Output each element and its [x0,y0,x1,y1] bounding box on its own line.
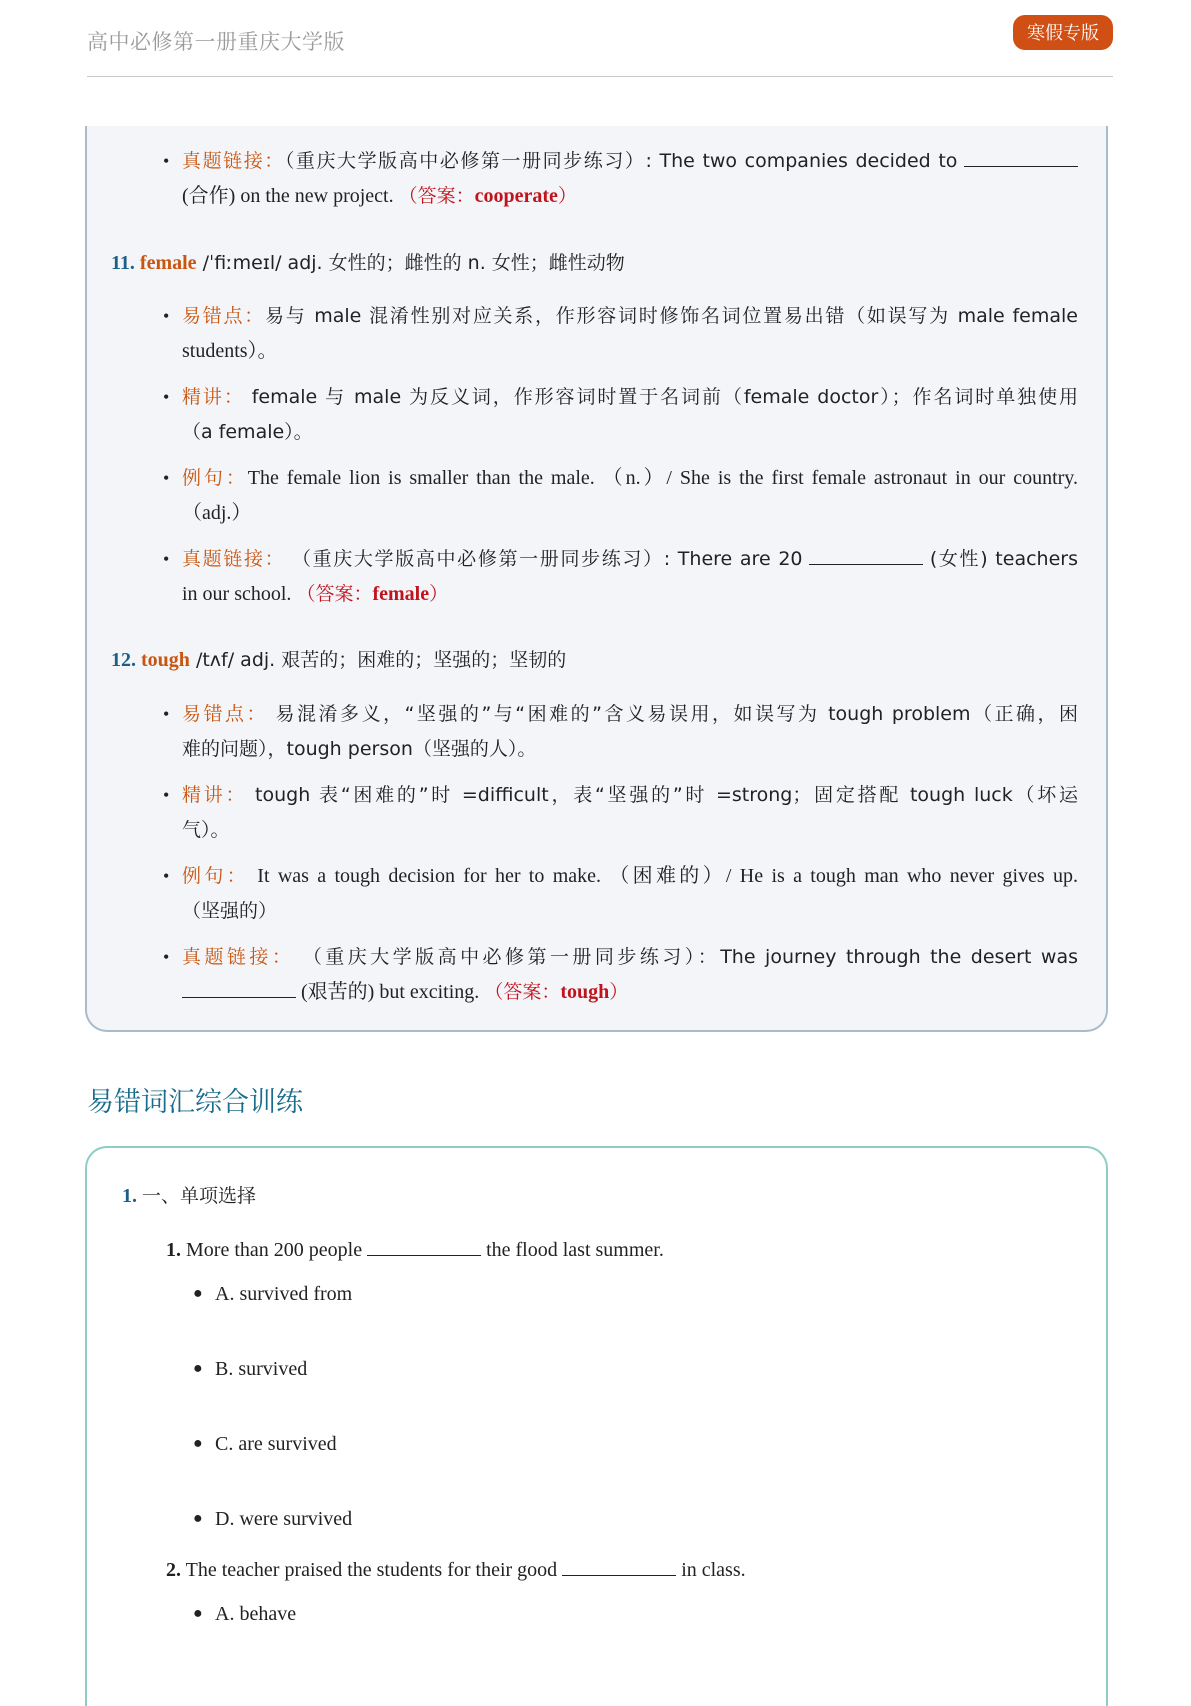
tough-explain-line2: 气）。 [182,819,230,841]
link-label: 真题链接： [182,150,285,172]
answer: （答案：cooperate） [398,185,577,207]
prev-link-line2: (合作) on the new project. （答案：cooperate） [182,185,577,207]
entry-heading-tough: 12. tough /tʌf/ adj. 艰苦的；困难的；坚强的；坚韧的 [111,649,567,671]
entry-word: female [139,252,197,274]
page-header [87,0,1113,77]
entry-heading-female: 11. female /ˈfiːmeɪl/ adj. 女性的；雌性的 n. 女性；雌性动物 [111,252,625,274]
bullet: • [163,151,170,171]
answer-blank [367,1237,481,1256]
answer-blank [562,1557,676,1576]
q1-option-a[interactable]: A. survived from [215,1283,353,1305]
exercise-heading: 1. 一、单项选择 [122,1185,257,1207]
female-link-line1: 真题链接： （重庆大学版高中必修第一册同步练习）: There are 20 (女性) teachers [182,548,1078,570]
female-example-line1: 例句：The female lion is smaller than the male. （n.）/ She is the first female astronaut in our country. [182,467,1078,489]
tough-errors-line2: 难的问题），tough person（坚强的人）。 [182,738,537,760]
q1-option-c[interactable]: C. are survived [215,1433,337,1455]
prev-link-line1: 真题链接：（重庆大学版高中必修第一册同步练习）: The two companies decided to [182,148,1078,174]
question-2: 2. The teacher praised the students for their good in class. [166,1559,746,1581]
answer-blank [964,148,1078,167]
q2-option-a[interactable]: A. behave [215,1603,297,1625]
answer: （答案：tough） [484,981,629,1003]
header-title: 高中必修第一册重庆大学版 [87,30,345,54]
female-link-line2: in our school. （答案：female） [182,583,449,605]
female-explain-line2: （a female）。 [182,421,313,443]
answer-blank [809,546,923,565]
question-1: 1. More than 200 people the flood last summer. [166,1239,664,1261]
tough-example-line1: 例句： It was a tough decision for her to make. （困难的）/ He is a tough man who never gives up. [182,865,1078,887]
answer: （答案：female） [296,583,449,605]
q1-option-d[interactable]: D. were survived [215,1508,353,1530]
q1-option-b[interactable]: B. survived [215,1358,308,1380]
entry-word: tough [141,649,190,671]
edition-badge: 寒假专版 [1013,15,1113,50]
answer-blank [182,979,296,998]
tough-example-line2: （坚强的） [182,900,278,922]
female-example-line2: （adj.） [182,502,252,524]
section-title: 易错词汇综合训练 [87,1087,303,1118]
tough-explain-line1: 精讲： tough 表“困难的”时 =difficult，表“坚强的”时 =strong；固定搭配 tough luck（坏运 [182,784,1079,806]
tough-errors-line1: 易错点： 易混淆多义，“坚强的”与“困难的”含义易误用，如误写为 tough problem（正确，困 [182,703,1078,725]
tough-link-line1: 真题链接： （重庆大学版高中必修第一册同步练习）：The journey through the desert was [182,946,1078,968]
female-explain-line1: 精讲： female 与 male 为反义词，作形容词时置于名词前（female doctor）；作名词时单独使用 [182,386,1078,408]
female-errors-line2: students）。 [182,340,278,362]
female-errors-line1: 易错点：易与 male 混淆性别对应关系，作形容词时修饰名词位置易出错（如误写为 male female [182,305,1078,327]
tough-link-line2: (艰苦的) but exciting. （答案：tough） [182,979,628,1005]
